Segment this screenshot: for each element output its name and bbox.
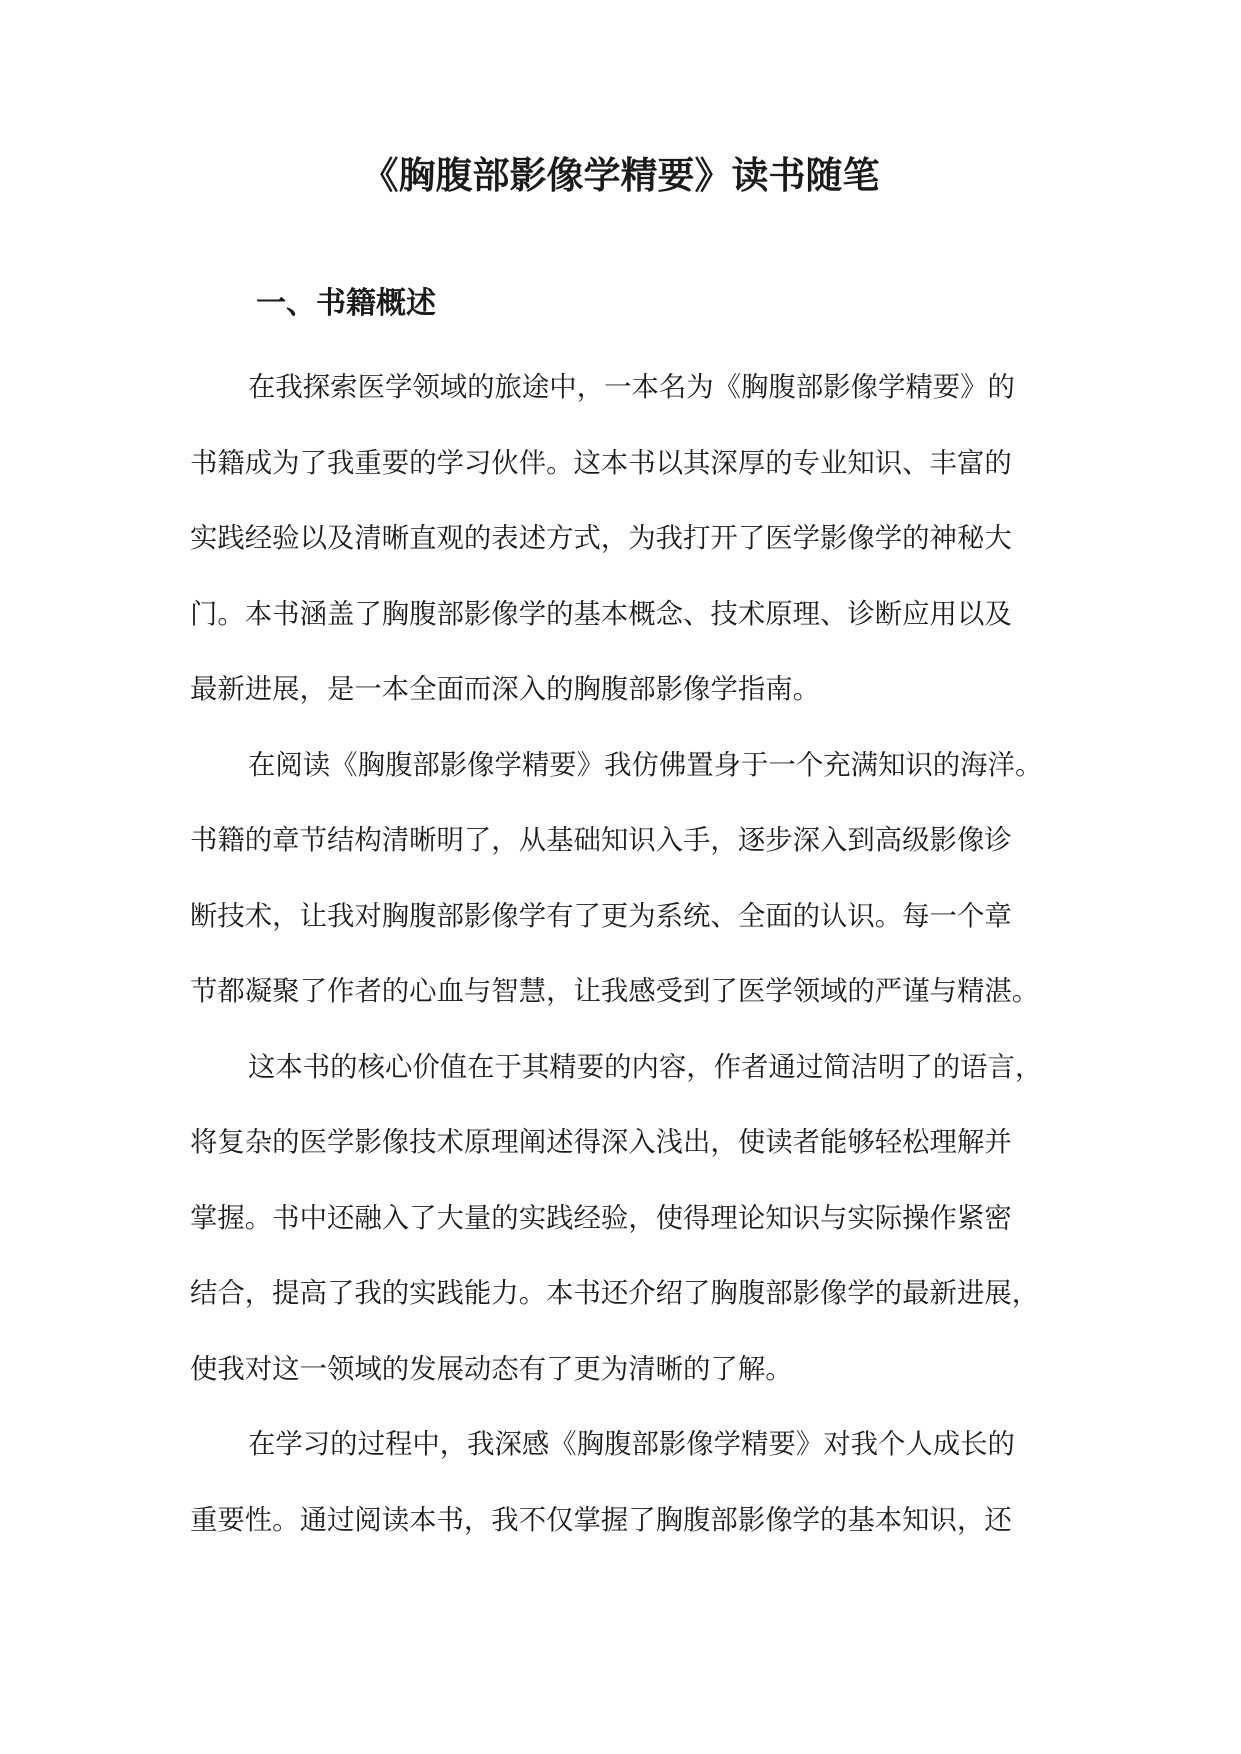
paragraph-1 <box>190 367 1056 745</box>
paragraph-line: 书籍的章节结构清晰明了，从基础知识入手，逐步深入到高级影像诊 <box>190 825 1012 856</box>
paragraph-4 <box>190 1424 1056 1575</box>
paragraph-line: 实践经验以及清晰直观的表述方式，为我打开了医学影像学的神秘大 <box>190 523 1012 554</box>
paragraph-line: 这本书的核心价值在于其精要的内容，作者通过简洁明了的语言， <box>248 1051 1043 1083</box>
paragraph-line: 在我探索医学领域的旅途中，一本名为《胸腹部影像学精要》的 <box>248 372 1015 403</box>
paragraph-line: 在阅读《胸腹部影像学精要》我仿佛置身于一个充满知识的海洋。 <box>248 749 1043 781</box>
paragraph-2 <box>190 745 1056 1047</box>
paragraph-line: 门。本书涵盖了胸腹部影像学的基本概念、技术原理、诊断应用以及 <box>190 598 1012 630</box>
paragraph-line: 将复杂的医学影像技术原理阐述得深入浅出，使读者能够轻松理解并 <box>190 1127 1012 1158</box>
paragraph-line: 重要性。通过阅读本书，我不仅掌握了胸腹部影像学的基本知识，还 <box>190 1504 1012 1536</box>
paragraph-line: 断技术，让我对胸腹部影像学有了更为系统、全面的认识。每一个章 <box>190 900 1012 932</box>
paragraph-line: 结合，提高了我的实践能力。本书还介绍了胸腹部影像学的最新进展， <box>190 1278 1040 1309</box>
paragraph-line: 在学习的过程中，我深感《胸腹部影像学精要》对我个人成长的 <box>248 1429 1015 1460</box>
paragraph-line: 书籍成为了我重要的学习伙伴。这本书以其深厚的专业知识、丰富的 <box>190 447 1012 479</box>
paragraph-line: 节都凝聚了作者的心血与智慧，让我感受到了医学领域的严谨与精湛。 <box>190 976 1040 1007</box>
paragraph-line: 掌握。书中还融入了大量的实践经验，使得理论知识与实际操作紧密 <box>190 1202 1012 1234</box>
paragraph-line: 使我对这一领域的发展动态有了更为清晰的了解。 <box>190 1353 793 1385</box>
paragraph-line: 最新进展，是一本全面而深入的胸腹部影像学指南。 <box>190 674 820 705</box>
document-title: 《胸腹部影像学精要》读书随笔 <box>361 154 880 197</box>
body-text <box>190 367 1056 1575</box>
paragraph-3 <box>190 1047 1056 1425</box>
section-heading: 一、书籍概述 <box>256 286 436 321</box>
